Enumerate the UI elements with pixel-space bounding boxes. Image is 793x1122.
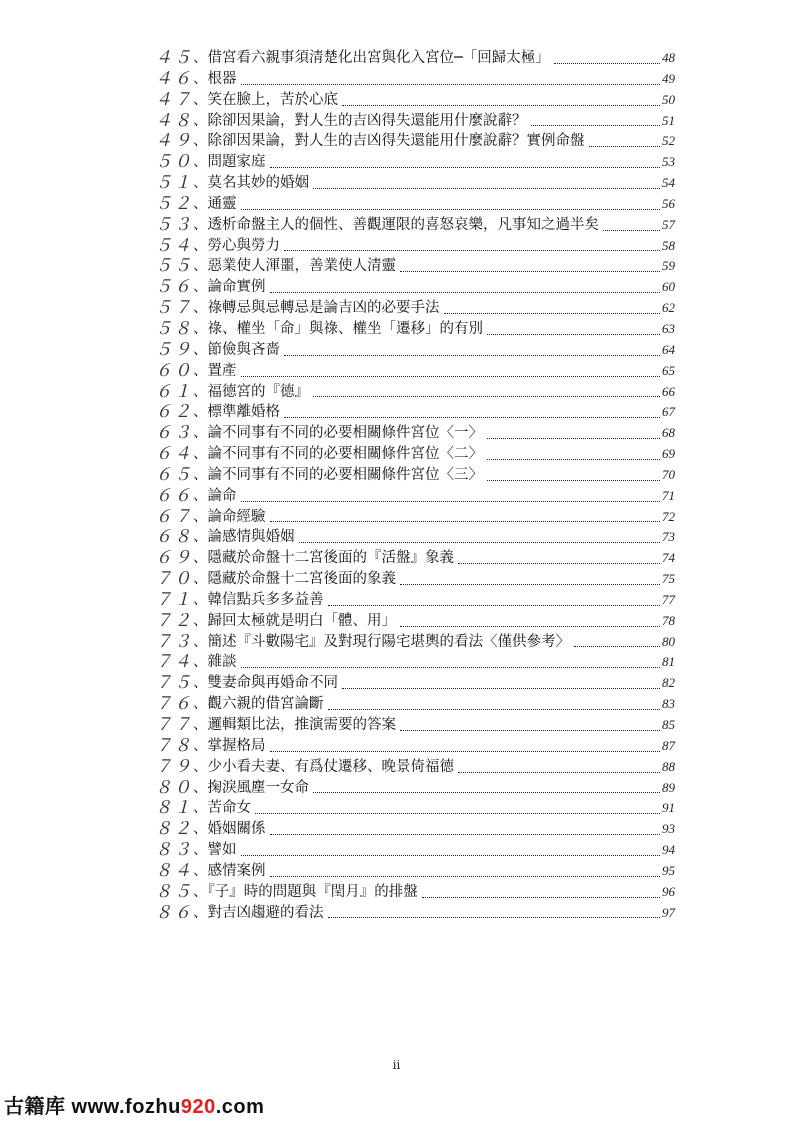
toc-dot-leader <box>313 396 660 397</box>
toc-entry-number: ６１ <box>155 381 193 402</box>
toc-entry[interactable] <box>155 819 675 840</box>
toc-dot-leader <box>241 376 661 377</box>
toc-entry[interactable] <box>155 48 675 69</box>
toc-entry-title: 、節儉與吝嗇 <box>193 341 280 358</box>
toc-entry-number: ７３ <box>155 631 193 652</box>
toc-entry-page: 73 <box>662 529 675 545</box>
toc-entry[interactable] <box>155 111 675 132</box>
toc-entry-page: 78 <box>662 612 675 628</box>
toc-dot-leader <box>241 209 661 210</box>
watermark-prefix: 古籍库 www.fozhu <box>4 1096 181 1118</box>
toc-dot-leader <box>400 730 660 731</box>
toc-entry-title: 、雜談 <box>193 654 237 671</box>
toc-entry[interactable] <box>155 840 675 861</box>
toc-entry-number: ５７ <box>155 298 193 319</box>
toc-entry-number: ５３ <box>155 214 193 235</box>
toc-entry-number: ７２ <box>155 610 193 631</box>
toc-entry[interactable] <box>155 402 675 423</box>
toc-dot-leader <box>270 167 661 168</box>
toc-entry-page: 58 <box>662 237 675 253</box>
page-number: ii <box>392 1058 401 1072</box>
toc-dot-leader <box>342 105 660 106</box>
toc-entry[interactable] <box>155 423 675 444</box>
toc-dot-leader <box>284 417 660 418</box>
toc-entry-title: 、祿轉忌與忌轉忌是論吉凶的必要手法 <box>193 300 440 317</box>
toc-entry-title: 、標準離婚格 <box>193 404 280 421</box>
toc-entry-title: 、除卻因果論，對人生的吉凶得失還能用什麼說辭？實例命盤 <box>193 133 585 150</box>
toc-entry-page: 94 <box>662 842 675 858</box>
toc-entry-number: ５１ <box>155 173 193 194</box>
toc-entry-number: ５４ <box>155 235 193 256</box>
toc-entry-title: 、婚姻關係 <box>193 821 266 838</box>
toc-entry-number: ４８ <box>155 110 193 131</box>
toc-entry[interactable] <box>155 215 675 236</box>
toc-entry-title: 、莫名其妙的婚姻 <box>193 175 309 192</box>
toc-dot-leader <box>554 63 660 64</box>
toc-entry-title: 、隱藏於命盤十二宮後面的『活盤』象義 <box>193 550 454 567</box>
toc-entry-title: 、『子』時的問題與『閏月』的排盤 <box>193 883 418 900</box>
toc-entry-page: 93 <box>662 821 675 837</box>
toc-entry-title: 、韓信點兵多多益善 <box>193 591 324 608</box>
toc-entry[interactable] <box>155 590 675 611</box>
toc-entry-page: 65 <box>662 362 675 378</box>
toc-entry[interactable] <box>155 798 675 819</box>
toc-dot-leader <box>255 813 660 814</box>
toc-entry-page: 96 <box>662 883 675 899</box>
toc-entry-number: ４５ <box>155 48 193 68</box>
toc-entry-title: 、透析命盤主人的個性、善觀運限的喜怒哀樂，凡事知之過半矣 <box>193 216 599 233</box>
toc-dot-leader <box>270 751 661 752</box>
toc-dot-leader <box>270 834 661 835</box>
toc-entry-page: 85 <box>662 717 675 732</box>
toc-entry[interactable] <box>155 778 675 799</box>
toc-entry[interactable] <box>155 652 675 673</box>
toc-entry-number: ７１ <box>155 589 193 610</box>
toc-dot-leader <box>328 605 661 606</box>
toc-dot-leader <box>313 792 660 793</box>
toc-entry-number: ７８ <box>155 735 193 756</box>
toc-entry-title: 、除卻因果論，對人生的吉凶得失還能用什麼說辭？ <box>193 112 527 129</box>
toc-entry-page: 81 <box>662 654 675 670</box>
toc-dot-leader <box>241 855 661 856</box>
toc-entry-number: ５５ <box>155 256 193 277</box>
toc-dot-leader <box>444 313 661 314</box>
toc-dot-leader <box>241 667 661 668</box>
toc-entry[interactable] <box>155 736 675 757</box>
toc-entry-page: 52 <box>662 133 675 149</box>
toc-entry-title: 、借宮看六親事須清楚化出宮與化入宮位─「回歸太極」 <box>193 50 550 66</box>
toc-entry-number: ６５ <box>155 464 193 485</box>
toc-entry-title: 、觀六親的借宮論斷 <box>193 696 324 713</box>
watermark-suffix: .com <box>215 1096 265 1118</box>
toc-entry[interactable] <box>155 486 675 507</box>
toc-entry-number: ８４ <box>155 860 193 881</box>
toc-entry-page: 72 <box>662 508 675 524</box>
toc-entry-title: 、簡述『斗數陽宅』及對現行陽宅堪輿的看法〈僅供參考〉 <box>193 633 570 650</box>
toc-dot-leader <box>241 501 661 502</box>
toc-entry-title: 、惡業使人渾噩，善業使人清靈 <box>193 258 396 275</box>
toc-entry[interactable] <box>155 444 675 465</box>
toc-dot-leader <box>328 709 661 710</box>
toc-entry[interactable] <box>155 277 675 298</box>
toc-dot-leader <box>400 271 660 272</box>
toc-entry-number: ５８ <box>155 318 193 339</box>
toc-entry-page: 91 <box>662 800 675 816</box>
toc-entry-page: 60 <box>662 279 675 295</box>
toc-entry[interactable] <box>155 569 675 590</box>
toc-entry-page: 67 <box>662 404 675 420</box>
toc-entry-title: 、勞心與勞力 <box>193 237 280 254</box>
toc-dot-leader <box>422 897 660 898</box>
toc-entry[interactable] <box>155 903 675 924</box>
toc-entry-number: ５９ <box>155 339 193 360</box>
toc-entry-page: 49 <box>662 70 675 86</box>
toc-entry[interactable] <box>155 340 675 361</box>
table-of-contents <box>155 48 675 923</box>
toc-entry-page: 88 <box>662 758 675 774</box>
toc-entry-title: 、苦命女 <box>193 800 251 817</box>
toc-dot-leader <box>270 521 661 522</box>
toc-entry-title: 、譬如 <box>193 842 237 859</box>
toc-entry-number: ６８ <box>155 527 193 548</box>
toc-entry-title: 、論命經驗 <box>193 508 266 525</box>
toc-entry-title: 、笑在臉上，苦於心底 <box>193 91 338 108</box>
toc-entry[interactable] <box>155 673 675 694</box>
toc-entry[interactable] <box>155 757 675 778</box>
toc-dot-leader <box>487 459 660 460</box>
toc-entry[interactable] <box>155 173 675 194</box>
toc-entry-title: 、論命實例 <box>193 279 266 296</box>
toc-entry[interactable] <box>155 319 675 340</box>
toc-entry-number: ８６ <box>155 902 193 923</box>
toc-dot-leader <box>313 188 660 189</box>
toc-entry-number: ５２ <box>155 193 193 214</box>
toc-entry-page: 77 <box>662 591 675 607</box>
toc-entry-title: 、論命 <box>193 487 237 504</box>
toc-entry[interactable] <box>155 611 675 632</box>
toc-entry-number: ６６ <box>155 485 193 506</box>
toc-entry[interactable] <box>155 69 675 90</box>
toc-dot-leader <box>342 688 660 689</box>
toc-entry-number: ７７ <box>155 715 193 735</box>
toc-entry-title: 、根器 <box>193 70 237 87</box>
toc-entry[interactable] <box>155 548 675 569</box>
toc-entry[interactable] <box>155 194 675 215</box>
toc-dot-leader <box>400 584 660 585</box>
toc-entry-title: 、論不同事有不同的必要相關條件宮位〈三〉 <box>193 466 483 483</box>
toc-entry-page: 50 <box>662 91 675 107</box>
toc-entry-page: 97 <box>662 904 675 920</box>
toc-entry-page: 68 <box>662 425 675 441</box>
toc-entry-page: 53 <box>662 154 675 170</box>
toc-entry[interactable] <box>155 715 675 736</box>
toc-entry[interactable] <box>155 882 675 903</box>
toc-entry-page: 54 <box>662 175 675 191</box>
toc-entry-number: ７９ <box>155 756 193 777</box>
toc-entry-page: 56 <box>662 195 675 211</box>
toc-entry-page: 62 <box>662 300 675 316</box>
toc-entry-page: 74 <box>662 550 675 566</box>
toc-entry-title: 、論不同事有不同的必要相關條件宮位〈二〉 <box>193 446 483 463</box>
toc-entry-title: 、邏輯類比法，推演需要的答案 <box>193 717 396 733</box>
toc-entry[interactable] <box>155 632 675 653</box>
toc-entry-page: 70 <box>662 466 675 482</box>
toc-entry-number: ７４ <box>155 652 193 673</box>
toc-entry-number: ８５ <box>155 881 193 902</box>
toc-entry-page: 82 <box>662 675 675 691</box>
toc-entry[interactable] <box>155 861 675 882</box>
toc-entry-number: ８２ <box>155 819 193 840</box>
toc-entry[interactable] <box>155 236 675 257</box>
toc-entry-number: ４７ <box>155 89 193 110</box>
toc-entry-page: 75 <box>662 571 675 587</box>
toc-entry-title: 、論感情與婚姻 <box>193 529 295 546</box>
toc-entry-number: ６３ <box>155 423 193 444</box>
toc-dot-leader <box>589 146 661 147</box>
toc-dot-leader <box>299 542 661 543</box>
toc-entry-page: 64 <box>662 341 675 357</box>
toc-entry-number: ８０ <box>155 777 193 798</box>
toc-entry[interactable] <box>155 361 675 382</box>
toc-entry-title: 、問題家庭 <box>193 154 266 171</box>
toc-entry-title: 、福德宮的『德』 <box>193 383 309 400</box>
toc-entry[interactable] <box>155 90 675 111</box>
toc-dot-leader <box>531 125 661 126</box>
toc-entry-number: ６２ <box>155 402 193 423</box>
toc-entry-page: 80 <box>662 633 675 649</box>
toc-dot-leader <box>328 917 661 918</box>
toc-entry-page: 95 <box>662 862 675 878</box>
toc-dot-leader <box>458 772 660 773</box>
toc-entry-number: ７６ <box>155 694 193 715</box>
toc-dot-leader <box>574 646 660 647</box>
toc-entry-page: 59 <box>662 258 675 274</box>
toc-entry-title: 、雙妻命與再婚命不同 <box>193 675 338 692</box>
toc-dot-leader <box>487 438 660 439</box>
toc-dot-leader <box>241 84 661 85</box>
toc-entry[interactable] <box>155 527 675 548</box>
toc-dot-leader <box>270 876 661 877</box>
toc-entry-number: ７５ <box>155 673 193 694</box>
toc-entry[interactable] <box>155 465 675 486</box>
toc-entry[interactable] <box>155 507 675 528</box>
toc-dot-leader <box>284 355 660 356</box>
toc-entry-title: 、對吉凶趨避的看法 <box>193 904 324 921</box>
toc-entry-page: 83 <box>662 696 675 712</box>
toc-entry-title: 、隱藏於命盤十二宮後面的象義 <box>193 571 396 588</box>
toc-dot-leader <box>458 563 660 564</box>
toc-entry-number: ６９ <box>155 548 193 569</box>
toc-entry-number: ６７ <box>155 506 193 527</box>
toc-entry-title: 、置產 <box>193 362 237 379</box>
toc-entry-title: 、祿、權坐「命」與祿、權坐「遷移」的有別 <box>193 320 483 337</box>
toc-entry[interactable] <box>155 152 675 173</box>
toc-entry-page: 89 <box>662 779 675 795</box>
toc-entry-page: 71 <box>662 487 675 503</box>
toc-entry-page: 57 <box>662 216 675 232</box>
toc-entry-title: 、通靈 <box>193 195 237 212</box>
toc-dot-leader <box>603 230 660 231</box>
toc-entry-page: 66 <box>662 383 675 399</box>
toc-entry-title: 、感情案例 <box>193 862 266 879</box>
toc-entry-number: ５０ <box>155 152 193 173</box>
toc-entry-number: ６４ <box>155 444 193 465</box>
toc-dot-leader <box>270 292 661 293</box>
toc-entry-number: ７０ <box>155 569 193 590</box>
toc-dot-leader <box>487 480 660 481</box>
toc-entry-page: 48 <box>662 50 675 65</box>
toc-entry-number: ４６ <box>155 68 193 89</box>
toc-dot-leader <box>487 334 660 335</box>
toc-entry-page: 87 <box>662 737 675 753</box>
watermark-accent: 920 <box>180 1096 216 1118</box>
toc-dot-leader <box>284 250 660 251</box>
toc-entry[interactable] <box>155 382 675 403</box>
site-watermark <box>4 1090 264 1119</box>
toc-entry-number: ４９ <box>155 131 193 152</box>
toc-entry-number: ６０ <box>155 360 193 381</box>
toc-entry-title: 、論不同事有不同的必要相關條件宮位〈一〉 <box>193 425 483 442</box>
toc-entry-page: 63 <box>662 320 675 336</box>
toc-entry-title: 、掬淚風塵一女命 <box>193 779 309 796</box>
toc-entry-page: 51 <box>662 112 675 128</box>
toc-entry-number: ８１ <box>155 798 193 819</box>
toc-entry-page: 69 <box>662 446 675 462</box>
toc-entry-title: 、少小看夫妻、有爲仗遷移、晚景倚福德 <box>193 758 454 775</box>
toc-entry[interactable] <box>155 131 675 152</box>
toc-entry-number: ８３ <box>155 840 193 861</box>
toc-entry-title: 、掌握格局 <box>193 737 266 754</box>
toc-entry-number: ５６ <box>155 277 193 298</box>
toc-entry[interactable] <box>155 694 675 715</box>
toc-entry[interactable] <box>155 298 675 319</box>
toc-dot-leader <box>400 626 660 627</box>
toc-entry[interactable] <box>155 256 675 277</box>
toc-entry-title: 、歸回太極就是明白「體、用」 <box>193 612 396 629</box>
